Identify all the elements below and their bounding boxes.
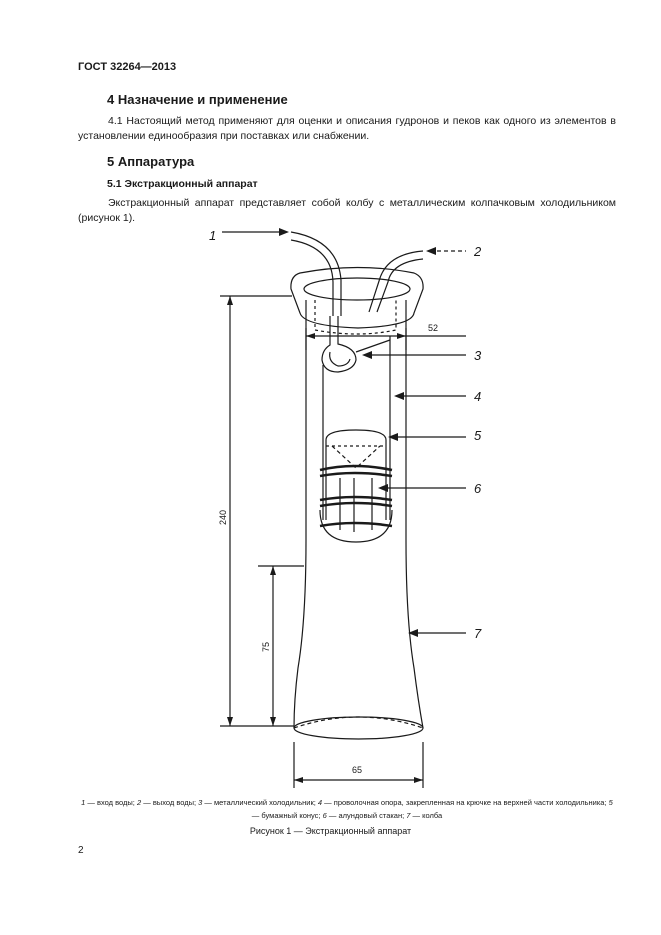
- page-number: 2: [78, 845, 84, 856]
- dim-65-label: 65: [352, 765, 363, 775]
- section-4-1-text: 4.1 Настоящий метод применяют для оценки и описания гудронов и пеков как одного из элементов в установлении единообразия при поставках или снабжении.: [78, 115, 616, 142]
- flask-bottom-back: [294, 717, 423, 728]
- ring-1: [320, 466, 392, 476]
- legend-num-4: 4: [317, 798, 323, 807]
- callout-2: 2: [474, 244, 482, 259]
- ring-3: [320, 523, 392, 526]
- legend-text-3: металлический холодильник;: [214, 798, 316, 807]
- condenser-coil: [322, 316, 356, 372]
- flask-bottom-front: [294, 717, 423, 739]
- legend-num-6: 6: [322, 811, 327, 820]
- dim-240-label: 240: [218, 509, 228, 525]
- legend-text-6: алундовый стакан;: [338, 811, 405, 820]
- callout-3: 3: [474, 348, 482, 363]
- legend-num-5: 5: [608, 798, 613, 807]
- legend-num-7: 7: [406, 811, 411, 820]
- legend-num-1: 1: [81, 798, 86, 807]
- outlet-tube-inner: [377, 259, 423, 312]
- legend-num-3: 3: [198, 798, 203, 807]
- thimble-bottom: [320, 510, 392, 542]
- legend-text-4: проволочная опора, закрепленная на крючке на верхней части холодильника;: [333, 798, 607, 807]
- callout-5: 5: [474, 428, 482, 443]
- section-5-1-text: Экстракционный аппарат представляет собой колбу с металлическим колпачковым холодильником (рисунок 1).: [78, 197, 616, 224]
- callout-1: 1: [209, 228, 217, 243]
- wire-hook: [356, 340, 390, 352]
- figure-legend: 1 — вход воды; 2 — выход воды; 3 — металлический холодильник; 4 — проволочная опора, закрепленная на крючке на верхней части холодильника; 5 — бумажный конус; 6 — алундовый стакан; 7 — колба: [81, 798, 613, 820]
- legend-text-7: колба: [422, 811, 443, 820]
- ring-2: [320, 497, 392, 506]
- legend-text-5: бумажный конус;: [261, 811, 321, 820]
- cap-top-ellipse: [304, 278, 410, 300]
- cap-rim: [291, 268, 423, 329]
- legend-num-2: 2: [136, 798, 142, 807]
- dim-75-label: 75: [261, 641, 271, 652]
- thimble-top: [326, 430, 386, 440]
- callout-4: 4: [474, 389, 482, 404]
- dim-52-label: 52: [428, 323, 439, 333]
- callout-6: 6: [474, 481, 482, 496]
- cap-inner: [315, 300, 396, 334]
- section-5-title: 5 Аппаратура: [107, 154, 195, 169]
- flask-left-wall: [294, 300, 306, 728]
- section-4-title: 4 Назначение и применение: [107, 92, 288, 107]
- condenser-coil-inner: [330, 352, 350, 366]
- legend-text-2: выход воды;: [152, 798, 197, 807]
- section-5-1-title: 5.1 Экстракционный аппарат: [107, 178, 258, 190]
- legend-text-1: вход воды;: [97, 798, 135, 807]
- callout-7: 7: [474, 626, 482, 641]
- flask-right-wall: [406, 300, 423, 728]
- figure-caption: Рисунок 1 — Экстракционный аппарат: [249, 826, 412, 836]
- document-header: ГОСТ 32264—2013: [78, 61, 177, 73]
- paper-cone: [332, 446, 380, 468]
